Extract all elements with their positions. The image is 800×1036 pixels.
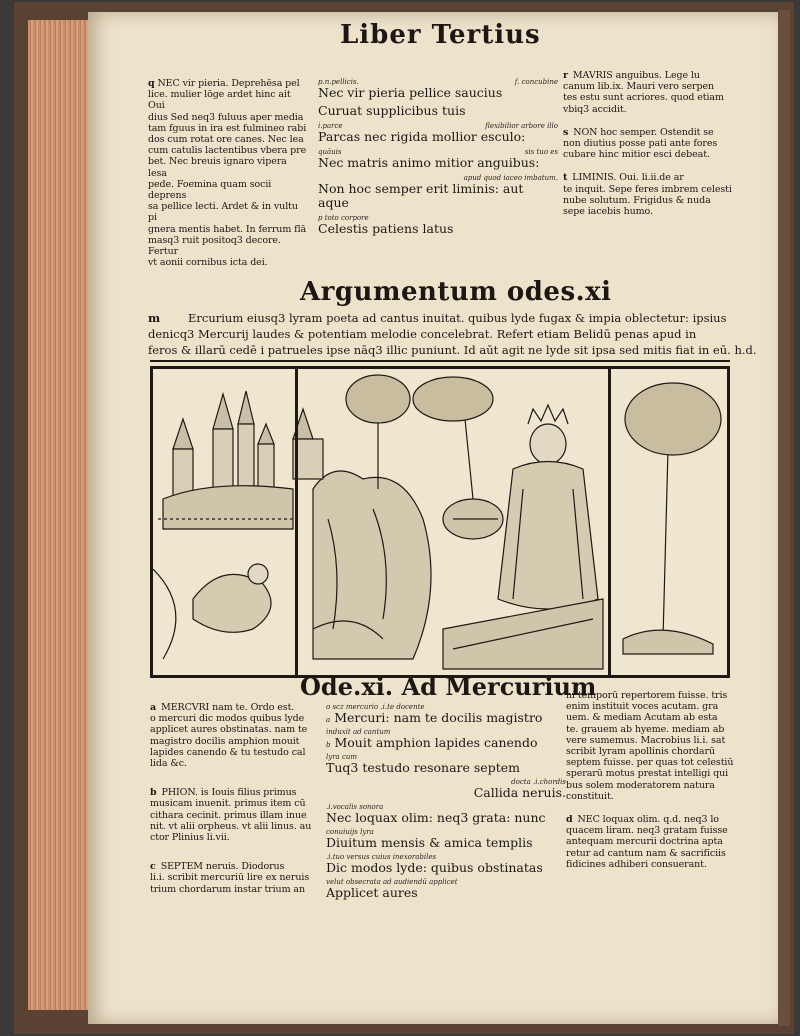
- verse-line: [326, 811, 566, 825]
- verse-text: Nec loquax olim: neq3 grata: nunc: [326, 810, 546, 825]
- note-line: LIMINIS. Oui. li.ii.de ar: [572, 172, 684, 184]
- gloss-text: i.parce: [318, 122, 343, 130]
- note-line: NON hoc semper. Ostendit se: [573, 126, 714, 138]
- verse-line-group: [326, 878, 566, 900]
- figure-icon: [193, 564, 271, 632]
- verse-text: Mercuri: nam te docilis magistro: [334, 710, 543, 725]
- note-line: cubare hinc mitior esci debeat.: [563, 149, 710, 161]
- woodcut-illustration: [150, 366, 730, 678]
- verse-line-group: [318, 122, 558, 144]
- note-line: lice. mulier lōge ardet hinc ait Oui: [148, 89, 291, 112]
- gloss-text: sis tuo es: [524, 148, 558, 156]
- argument-text: [148, 310, 757, 358]
- running-head: Liber Tertius: [340, 20, 541, 50]
- tree-icon: [413, 377, 493, 499]
- mercury-figure-icon: [498, 405, 598, 609]
- note-line: te. grauem ab hyeme. mediam ab: [566, 723, 725, 735]
- note-line: non diutius posse pati ante fores: [563, 138, 718, 150]
- note-line: trium chordarum instar trium an: [150, 883, 305, 895]
- note-line: pede. Foemina quam socii deprens: [148, 178, 272, 202]
- verse-line-group: [318, 214, 558, 236]
- note-line: sperarū motus prestat intelligi qui: [566, 768, 729, 780]
- verse-line: [326, 836, 566, 850]
- right-notes-top: [563, 70, 733, 229]
- note-line: retur ad cantum nam & sacrificiis: [566, 847, 726, 859]
- ode-heading: Ode.xi. Ad Mercurium: [300, 672, 597, 701]
- verse-line-group: [326, 728, 566, 750]
- note-line: sa pellice lecti. Ardet & in vultu pi: [148, 201, 298, 224]
- note-lines: [148, 78, 306, 268]
- left-notes-bottom: [150, 702, 315, 913]
- note-line: antequam mercurii doctrina apta: [566, 836, 723, 848]
- woodcut-svg: [153, 369, 727, 675]
- gloss-text: quāuis: [318, 148, 342, 156]
- note-line: magistro docilis amphion mouit: [150, 735, 300, 747]
- commentary-note: [566, 814, 736, 870]
- interlinear-gloss: lyra cum: [326, 753, 358, 761]
- note-line: applicet aures obstinatas. nam te: [150, 724, 308, 736]
- commentary-note: [563, 172, 733, 217]
- note-line: gnera mentis habet. In ferrum flā: [148, 223, 307, 235]
- note-line: musicam inuenit. primus item cū: [150, 798, 306, 810]
- verse-text: Callida neruis.: [473, 785, 566, 800]
- commentary-note: [563, 70, 733, 115]
- verse-line-group: [318, 104, 558, 118]
- note-line: constituit.: [566, 790, 614, 802]
- argument-line: Ercurium eiusq3 lyram poeta ad cantus inuitat. quibus lyde fugax & impia oblectetur: ipsius: [188, 311, 727, 325]
- left-note-top: [148, 78, 308, 268]
- verse-line-group: [326, 828, 566, 850]
- commentary-note: [150, 787, 315, 843]
- note-line: masq3 ruit positoq3 decore. Fertur: [148, 234, 281, 258]
- note-line: quacem liram. neq3 gratam fuisse: [566, 825, 728, 837]
- note-letter: r: [563, 70, 568, 81]
- page-edges: [28, 20, 89, 1010]
- interlinear-gloss: docta .i.chordis: [511, 778, 566, 786]
- commentary-note: [150, 702, 315, 769]
- gloss-text: p.n.pellicis.: [318, 78, 359, 86]
- commentary-note: [566, 690, 736, 802]
- gloss-text: flexibilior arbore illo: [485, 122, 558, 130]
- argument-line: denicq3 Mercurij laudes & potentiam melodie concelebrat. Refert etiam Belidū penas apud in: [148, 327, 697, 341]
- note-line: fidicines adhiberi consuerant.: [566, 858, 707, 870]
- note-letter: q: [148, 78, 155, 89]
- note-letter: d: [566, 814, 573, 826]
- verse-line: [326, 761, 566, 775]
- verse-line: [326, 711, 566, 725]
- note-line: uem. & mediam Acutam ab esta: [566, 712, 718, 724]
- note-letter: a: [150, 702, 157, 713]
- verse-line: [326, 786, 566, 800]
- verse-line-group: [326, 778, 566, 800]
- verse-line-group: [318, 148, 558, 170]
- interlinear-gloss: .i.vocalis sonora: [326, 803, 384, 811]
- panel-divider: [295, 369, 298, 675]
- note-line: NEC loquax olim. q.d. neq3 lo: [577, 814, 719, 826]
- argument-line: feros & illarū cedē i patrueles ipse nāq3 illic puniunt. Id aūt agit ne lyde sit ipsa sed mitis fiat in eū. h.d.: [148, 343, 757, 357]
- verse-line: Celestis patiens latus: [318, 221, 454, 236]
- argument-lines: [148, 310, 757, 358]
- note-line: cum catulis lactentibus vbera pre: [148, 145, 307, 157]
- verse-text: Mouit amphion lapides canendo: [334, 735, 538, 750]
- verse-line-group: [318, 78, 558, 100]
- ode-verse-block: [326, 703, 566, 903]
- interlinear-gloss: .i.tuo versus cuius inexorabiles: [326, 853, 437, 861]
- verse-text: Tuq3 testudo resonare septem: [326, 760, 520, 775]
- note-line: vt aonii cornibus icta dei.: [148, 257, 268, 269]
- commentary-note: [150, 861, 315, 895]
- note-line: SEPTEM neruis. Diodorus: [160, 861, 285, 873]
- note-line: enim instituit voces acutam. gra: [566, 701, 719, 713]
- argument-letter: m: [148, 311, 161, 325]
- verse-line: Curuat supplicibus tuis: [318, 103, 466, 118]
- city-icon: [163, 391, 293, 529]
- note-letter: s: [563, 126, 569, 138]
- note-line: tam fguus in ira est fulmineo rabi: [148, 122, 307, 134]
- note-line: li.i. scribit mercuriū lire ex neruis: [150, 872, 310, 884]
- tree-icon: [346, 375, 410, 489]
- note-line: te inquit. Sepe feres imbrem celesti: [563, 183, 732, 195]
- gloss-text: f. concubine: [514, 78, 558, 86]
- note-line: cithara cecinit. primus illam inue: [150, 809, 307, 821]
- note-line: PHION. is Iouis filius primus: [161, 787, 297, 799]
- book-cover-edge: [778, 10, 790, 1026]
- top-verse-block: [318, 78, 558, 240]
- note-letter: c: [150, 861, 156, 873]
- note-line: bus solem moderatorem natura: [566, 779, 715, 791]
- note-letter: t: [563, 172, 568, 184]
- note-line: NEC vir pieria. Deprehēsa pel: [157, 78, 300, 89]
- note-letter: b: [150, 787, 157, 799]
- verse-line: Nec vir pieria pellice saucius: [318, 85, 503, 100]
- commentary-note: [563, 127, 733, 161]
- note-line: vere sumemus. Macrobius li.i. sat: [566, 734, 726, 746]
- verse-line-group: [326, 703, 566, 725]
- note-line: tes estu sunt acriores. quod etiam: [563, 92, 724, 104]
- note-line: vbiq3 accidit.: [563, 103, 627, 115]
- verse-line: [326, 736, 566, 750]
- note-line: MERCVRI nam te. Ordo est.: [161, 702, 295, 713]
- verse-line-group: [326, 853, 566, 875]
- argument-heading: Argumentum odes.xi: [300, 277, 612, 307]
- note-line: canum lib.ix. Mauri vero serpen: [563, 81, 715, 93]
- note-line: dos cum rotat ore canes. Nec lea: [148, 134, 304, 146]
- interlinear-gloss: o scz mercurio .i.te docente: [326, 703, 425, 711]
- interlinear-gloss: induxit ad cantum: [326, 728, 391, 736]
- verse-line: Nec matris animo mitior anguibus:: [318, 155, 540, 170]
- right-notes-bottom: [566, 690, 736, 882]
- verse-line: Parcas nec rigida mollior esculo:: [318, 129, 526, 144]
- verse-line-group: [326, 803, 566, 825]
- note-line: o mercuri dic modos quibus lyde: [150, 713, 305, 725]
- tree-icon: [623, 383, 721, 654]
- gloss-text: apud quod iaceo imbatum.: [463, 174, 558, 182]
- verse-text: Applicet aures: [326, 885, 418, 900]
- rule: [150, 360, 730, 362]
- verse-text: Diuitum mensis & amica templis: [326, 835, 533, 850]
- note-line: lapides canendo & tu testudo cal: [150, 746, 306, 758]
- verse-line: [326, 861, 566, 875]
- note-line: dius Sed neq3 fuluus aper media: [148, 111, 304, 123]
- note-line: septem fuisse. per quas tot celestiū: [566, 757, 734, 769]
- note-line: scribit lyram apollinis chordarū: [566, 746, 715, 758]
- verse-letter: b: [326, 741, 331, 749]
- note-line: sepe iacebis humo.: [563, 206, 653, 218]
- verse-text: Dic modos lyde: quibus obstinatas: [326, 860, 543, 875]
- note-line: ni temporū repertorem fuisse. tris: [566, 690, 728, 701]
- note-line: nube solutum. Frigidus & nuda: [563, 194, 711, 206]
- note-line: bet. Nec breuis ignaro vipera lesa: [148, 156, 287, 179]
- rock-icon: [293, 409, 431, 659]
- verse-line-group: [318, 174, 558, 210]
- verse-line-group: [326, 753, 566, 775]
- verse-line: [326, 886, 566, 900]
- note-line: ctor Plinius li.vii.: [150, 832, 230, 844]
- note-line: nit. vt alii orpheus. vt alii linus. au: [150, 820, 312, 832]
- note-line: MAVRIS anguibus. Lege lu: [572, 70, 700, 81]
- note-line: lida &c.: [150, 758, 187, 770]
- interlinear-gloss: conuiuijs lyra: [326, 828, 374, 836]
- verse-line: Non hoc semper erit liminis: aut aque: [318, 181, 524, 210]
- panel-divider: [608, 369, 611, 675]
- interlinear-gloss: velut obsecrata ad audiendū applicet: [326, 878, 458, 886]
- lyre-icon: [443, 499, 503, 539]
- verse-letter: a: [326, 716, 331, 724]
- gloss-text: p toto corpore: [318, 214, 369, 222]
